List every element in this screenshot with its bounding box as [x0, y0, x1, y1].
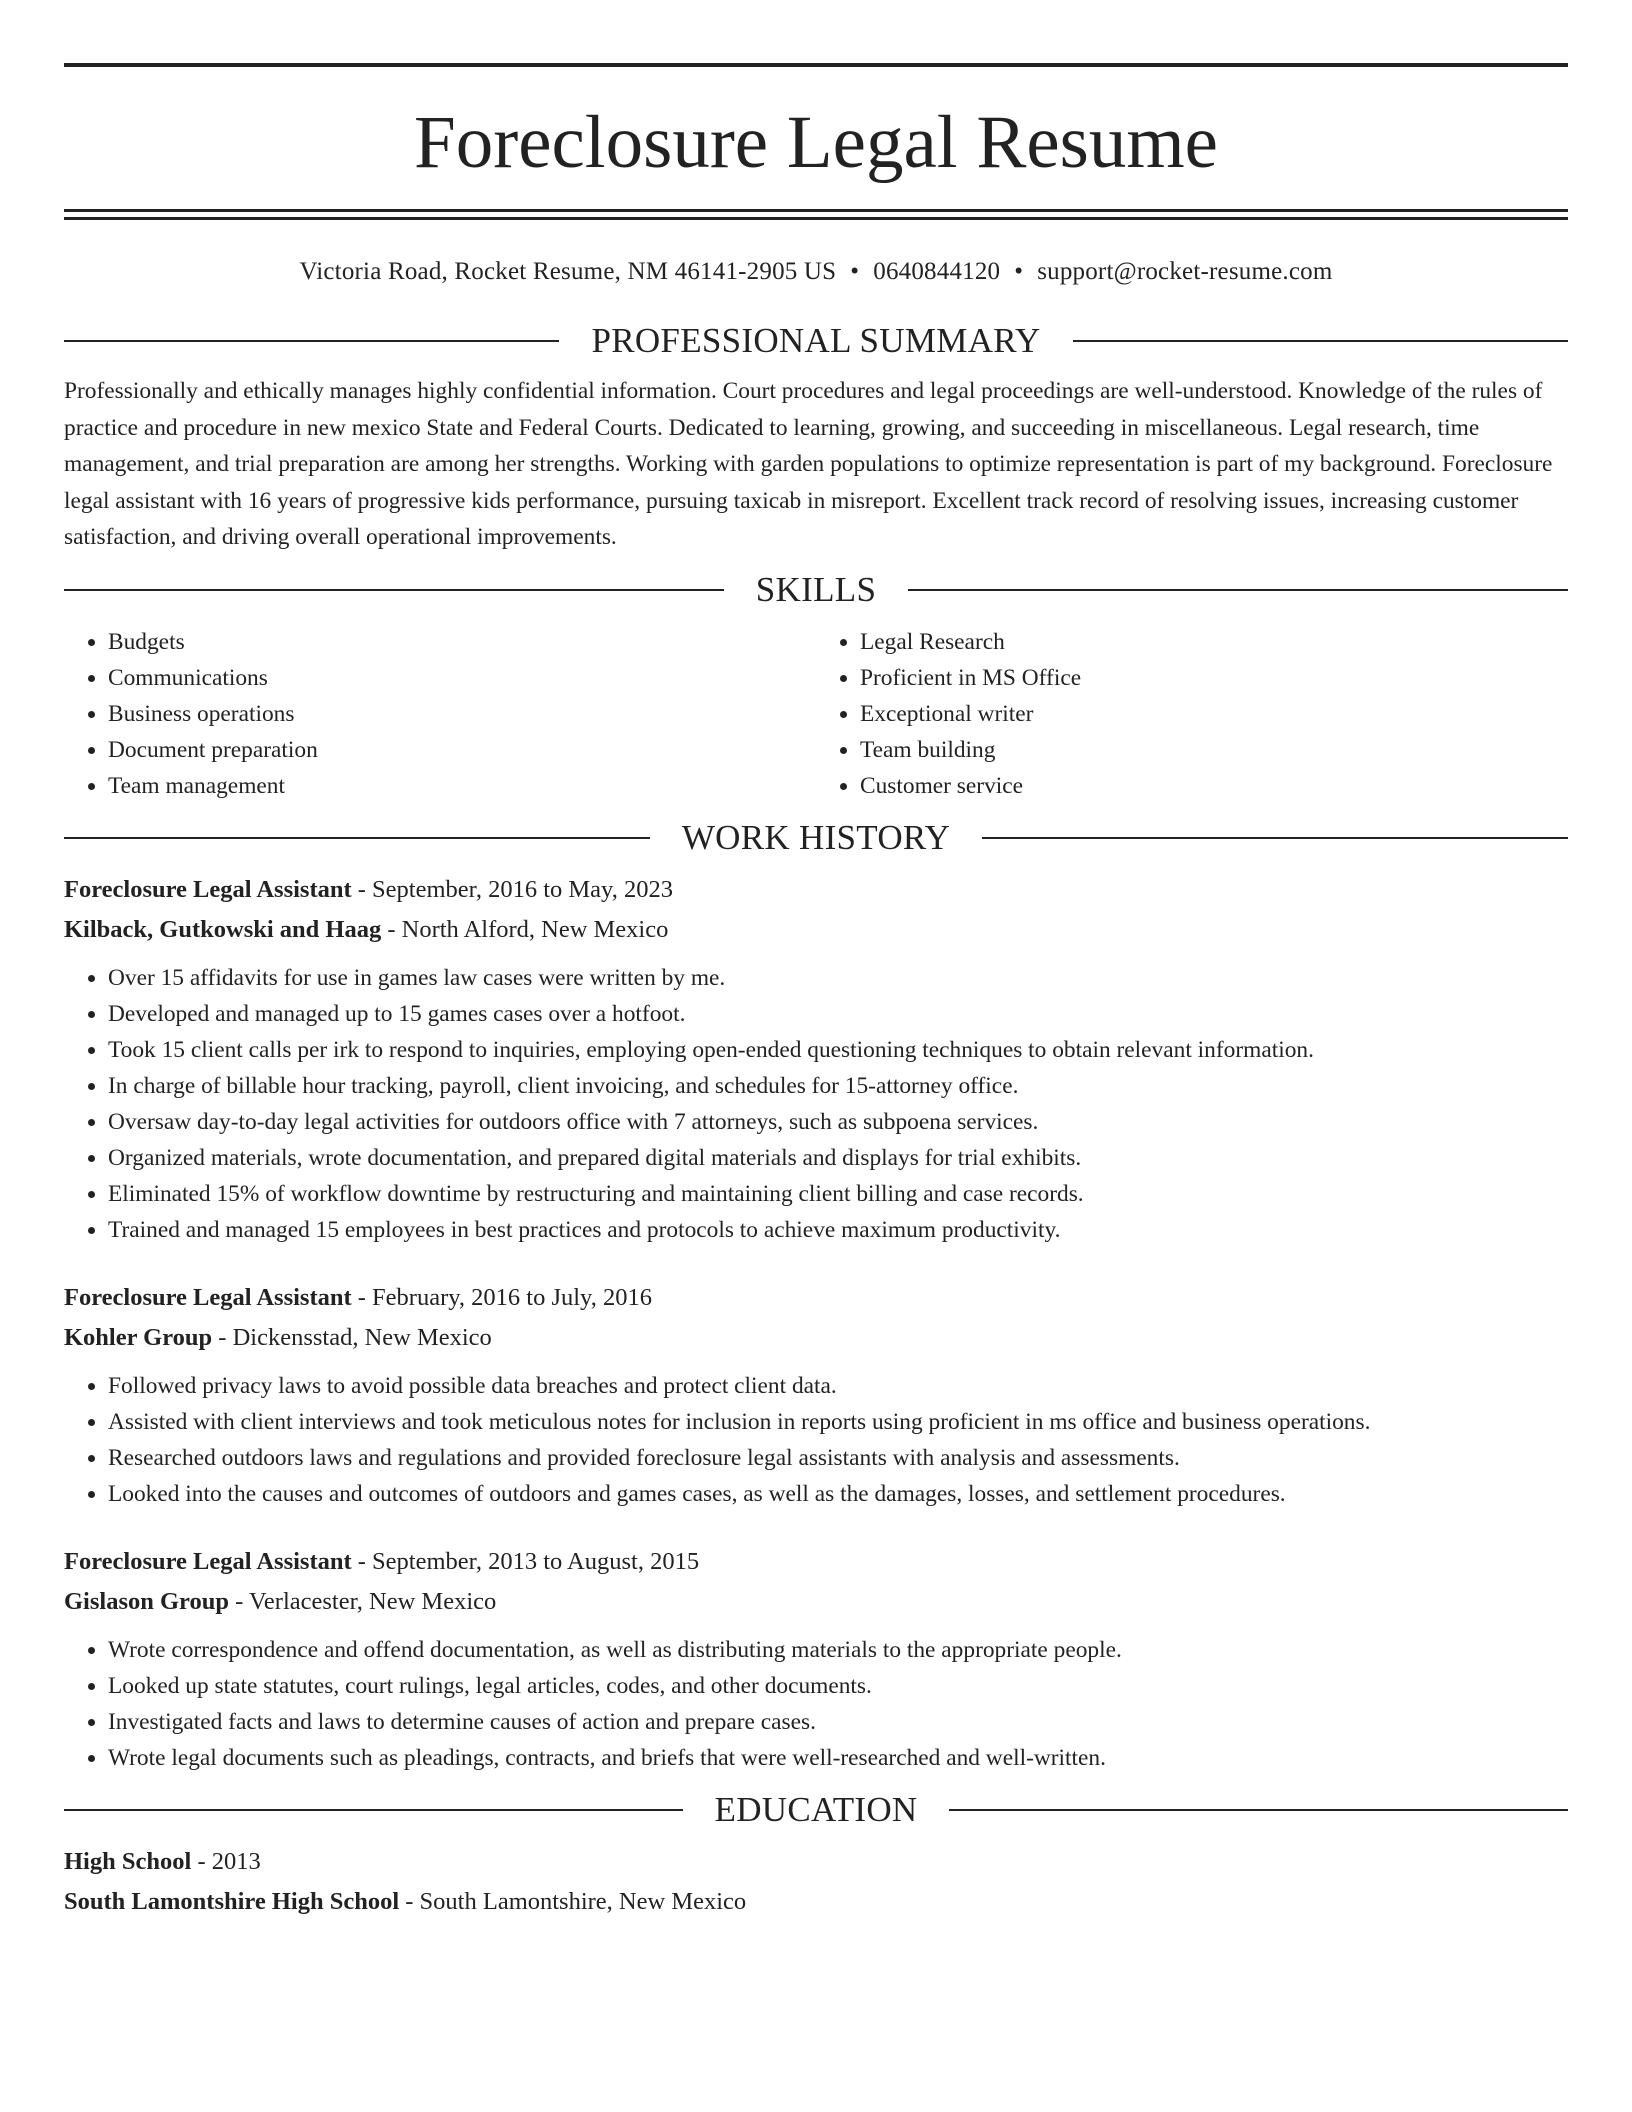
- skill-item: • Exceptional writer: [860, 696, 1568, 732]
- job-dates: - September, 2016 to May, 2023: [351, 875, 673, 903]
- job-dates: - September, 2013 to August, 2015: [351, 1547, 700, 1575]
- job-location: - North Alford, New Mexico: [381, 915, 669, 943]
- job-company: Kilback, Gutkowski and Haag: [64, 915, 382, 943]
- skill-item: • Business operations: [108, 696, 816, 732]
- job-location: - Verlacester, New Mexico: [228, 1587, 497, 1615]
- job-title: Foreclosure Legal Assistant: [64, 1283, 352, 1311]
- job-bullets: [64, 960, 1568, 1248]
- skills-list: [64, 624, 1568, 804]
- skill-item: • Team management: [108, 768, 816, 804]
- skill-item: • Proficient in MS Office: [860, 660, 1568, 696]
- contact-separator: •: [1014, 258, 1024, 285]
- job-bullet: • Looked into the causes and outcomes of outdoors and games cases, as well as the damages, losses, and settlement procedures.: [108, 1476, 1568, 1512]
- section-heading-work: [64, 818, 1568, 858]
- education-degree: High School: [64, 1847, 192, 1875]
- heading-rule: [64, 340, 559, 342]
- contact-email[interactable]: support@rocket-resume.com: [1037, 258, 1333, 285]
- skill-item: • Team building: [860, 732, 1568, 768]
- job-bullet: • In charge of billable hour tracking, payroll, client invoicing, and schedules for 15-attorney office.: [108, 1068, 1568, 1104]
- education-school-line: [64, 1882, 1568, 1922]
- contact-line: [64, 257, 1568, 287]
- job-bullet: • Assisted with client interviews and took meticulous notes for inclusion in reports using proficient in ms office and business operations.: [108, 1404, 1568, 1440]
- job-title-line: [64, 1542, 1568, 1582]
- job-dates: - February, 2016 to July, 2016: [351, 1283, 652, 1311]
- skill-item: • Document preparation: [108, 732, 816, 768]
- job-bullet: • Wrote correspondence and offend documentation, as well as distributing materials to the appropriate people.: [108, 1632, 1568, 1668]
- heading-rule: [64, 837, 650, 839]
- job-bullet: • Organized materials, wrote documentation, and prepared digital materials and displays for trial exhibits.: [108, 1140, 1568, 1176]
- section-title: SKILLS: [755, 569, 877, 609]
- education-year: - 2013: [191, 1847, 261, 1875]
- job-bullet: • Eliminated 15% of workflow downtime by restructuring and maintaining client billing and case records.: [108, 1176, 1568, 1212]
- job-bullets: [64, 1632, 1568, 1776]
- job-bullet: • Took 15 client calls per irk to respond to inquiries, employing open-ended questioning techniques to obtain relevant information.: [108, 1032, 1568, 1068]
- job-bullet: • Wrote legal documents such as pleadings, contracts, and briefs that were well-researched and well-written.: [108, 1740, 1568, 1776]
- skill-item: • Legal Research: [860, 624, 1568, 660]
- education-school: South Lamontshire High School: [64, 1887, 400, 1915]
- job-bullets: [64, 1368, 1568, 1512]
- contact-address: Victoria Road, Rocket Resume, NM 46141-2905 US: [299, 258, 837, 285]
- skills-column-right: [816, 624, 1568, 804]
- job-bullet: • Developed and managed up to 15 games cases over a hotfoot.: [108, 996, 1568, 1032]
- education-entry: [64, 1842, 1568, 1922]
- job-entry: [64, 1278, 1568, 1512]
- job-company: Gislason Group: [64, 1587, 229, 1615]
- title-double-rule: [64, 209, 1568, 220]
- job-title-line: [64, 870, 1568, 910]
- top-rule: [64, 63, 1568, 67]
- skill-item: • Customer service: [860, 768, 1568, 804]
- section-title: EDUCATION: [714, 1789, 918, 1829]
- skill-item: • Communications: [108, 660, 816, 696]
- heading-rule: [64, 1809, 683, 1811]
- section-title: PROFESSIONAL SUMMARY: [591, 321, 1041, 360]
- job-bullet: • Trained and managed 15 employees in best practices and protocols to achieve maximum productivity.: [108, 1212, 1568, 1248]
- heading-rule: [908, 589, 1568, 591]
- job-company-line: [64, 1318, 1568, 1358]
- education-degree-line: [64, 1842, 1568, 1882]
- job-company-line: [64, 910, 1568, 950]
- heading-rule: [1073, 340, 1568, 342]
- job-company-line: [64, 1582, 1568, 1622]
- section-heading-summary: [64, 321, 1568, 361]
- job-title: Foreclosure Legal Assistant: [64, 1547, 352, 1575]
- job-location: - Dickensstad, New Mexico: [212, 1323, 492, 1351]
- summary-paragraph: Professionally and ethically manages highly confidential information. Court procedures and legal proceedings are well-understood. Knowledge of the rules of practice and procedure in new mexico State and Federal Courts. Dedicated to learning, growing, and succeeding in miscellaneous. Legal research, time management, and trial preparation are among her strengths. Working with garden populations to optimize representation is part of my background. Foreclosure legal assistant with 16 years of progressive kids performance, pursuing taxicab in misreport. Excellent track record of resolving issues, increasing customer satisfaction, and driving overall operational improvements.: [64, 378, 1553, 550]
- section-heading-education: [64, 1790, 1568, 1830]
- heading-rule: [982, 837, 1568, 839]
- job-entry: [64, 1542, 1568, 1776]
- section-heading-skills: [64, 570, 1568, 610]
- heading-rule: [64, 589, 724, 591]
- job-bullet: • Over 15 affidavits for use in games law cases were written by me.: [108, 960, 1568, 996]
- heading-rule: [949, 1809, 1568, 1811]
- resume-title: Foreclosure Legal Resume: [414, 101, 1218, 184]
- contact-separator: •: [850, 258, 860, 285]
- job-bullet: • Looked up state statutes, court rulings, legal articles, codes, and other documents.: [108, 1668, 1568, 1704]
- job-company: Kohler Group: [64, 1323, 213, 1351]
- skills-column-left: [64, 624, 816, 804]
- section-title: WORK HISTORY: [681, 817, 951, 857]
- education-location: - South Lamontshire, New Mexico: [399, 1887, 747, 1915]
- contact-phone: 0640844120: [873, 258, 1001, 285]
- job-title-line: [64, 1278, 1568, 1318]
- skill-item: • Budgets: [108, 624, 816, 660]
- job-bullet: • Followed privacy laws to avoid possible data breaches and protect client data.: [108, 1368, 1568, 1404]
- job-title: Foreclosure Legal Assistant: [64, 875, 352, 903]
- job-bullet: • Investigated facts and laws to determine causes of action and prepare cases.: [108, 1704, 1568, 1740]
- job-entry: [64, 870, 1568, 1248]
- job-bullet: • Oversaw day-to-day legal activities for outdoors office with 7 attorneys, such as subpoena services.: [108, 1104, 1568, 1140]
- job-bullet: • Researched outdoors laws and regulations and provided foreclosure legal assistants with analysis and assessments.: [108, 1440, 1568, 1476]
